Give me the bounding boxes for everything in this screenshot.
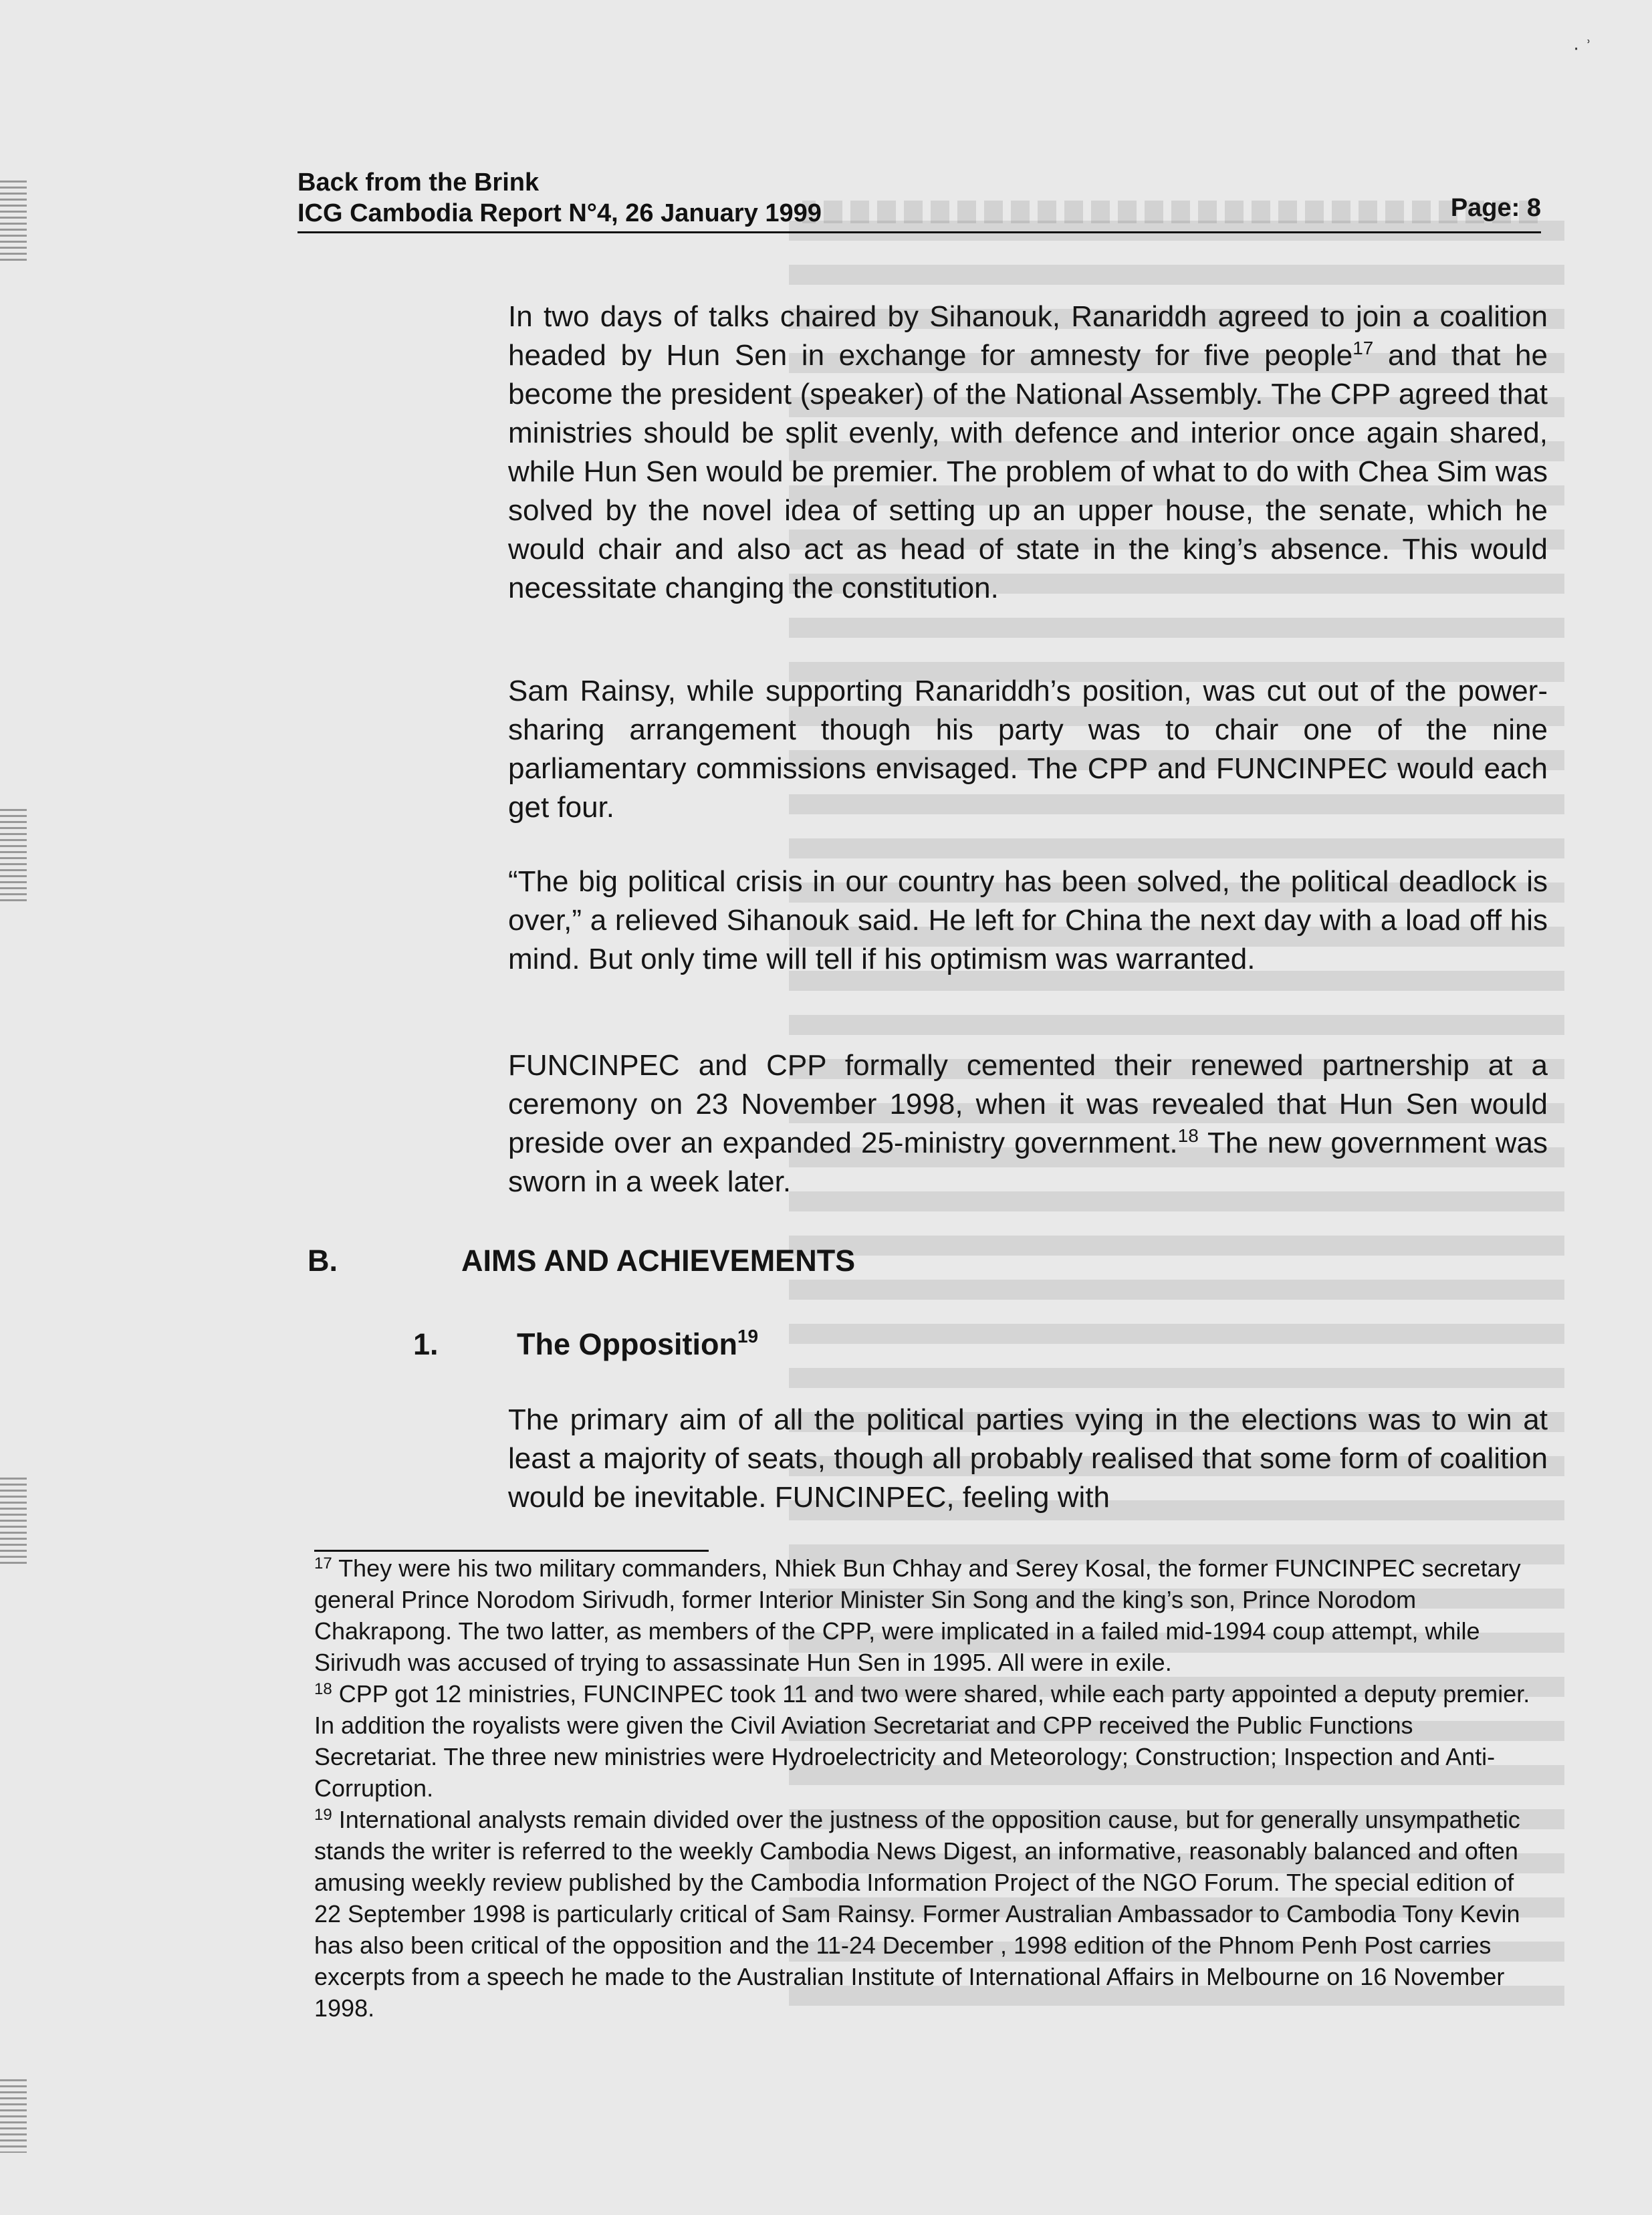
- footnotes: [314, 1552, 1531, 2024]
- page-header: [298, 167, 1541, 229]
- scan-edge-speckle: [0, 2079, 27, 2153]
- footnote-text: International analysts remain divided over the justness of the opposition cause, but for generally unsympathetic stands the writer is referred to the weekly Cambodia News Digest, an informative, reasonably balanced and often amusing weekly review published by the Cambodia Information Project of the NGO Forum. The special edition of 22 September 1998 is particularly critical of Sam Rainsy. Former Australian Ambassador to Cambodia Tony Kevin has also been critical of the opposition and the 11-24 December , 1998 edition of the Phnom Penh Post carries excerpts from a speech he made to the Australian Institute of International Affairs in Melbourne on 16 November 1998.: [314, 1806, 1520, 2022]
- paragraph: [508, 1046, 1548, 1201]
- scan-edge-speckle: [0, 809, 27, 903]
- paragraph: [508, 862, 1548, 979]
- paragraph-text: “The big political crisis in our country has been solved, the political deadlock is over,” a relieved Sihanouk said. He left for China the next day with a load off his mind. But only time will tell if his optimism was warranted.: [508, 865, 1548, 975]
- footnote-text: CPP got 12 ministries, FUNCINPEC took 11 and two were shared, while each party appointed a deputy premier. In addition the royalists were given the Civil Aviation Secretariat and CPP received the Public Functions Secretariat. The three new ministries were Hydroelectricity and Meteorology; Construction; Inspection and Anti-Corruption.: [314, 1680, 1530, 1802]
- page-number: Page: 8: [1450, 194, 1541, 222]
- footnote: [314, 1678, 1531, 1804]
- subsection-heading: [413, 1327, 758, 1362]
- footnote-rule: [314, 1550, 709, 1552]
- scan-edge-speckle: [0, 1478, 27, 1564]
- footnote: [314, 1804, 1531, 2024]
- footnote-text: They were his two military commanders, Nhiek Bun Chhay and Serey Kosal, the former FUNCINPEC secretary general Prince Norodom Sirivudh, former Interior Minister Sin Song and the king’s son, Prince Norodom Chakrapong. The two latter, as members of the CPP, were implicated in a failed mid-1994 coup attempt, while Sirivudh was accused of trying to assassinate Hun Sen in 1995. All were in exile.: [314, 1554, 1521, 1676]
- paragraph: [508, 672, 1548, 827]
- footnote: [314, 1552, 1531, 1678]
- footnote-ref: 18: [1177, 1125, 1199, 1146]
- paragraph-text: FUNCINPEC and CPP formally cemented their renewed partnership at a ceremony on 23 November 1998, when it was revealed that Hun Sen would preside over an expanded 25-ministry government.: [508, 1049, 1548, 1159]
- footnote-ref: 17: [1352, 338, 1374, 358]
- section-heading: [308, 1244, 855, 1278]
- scan-corner-marks: · ʾ: [1572, 37, 1592, 59]
- paragraph-text: In two days of talks chaired by Sihanouk, Ranariddh agreed to join a coalition headed by Hun Sen in exchange for amnesty for five people: [508, 300, 1548, 372]
- report-full-title: ICG Cambodia Report N°4, 26 January 1999: [298, 199, 822, 227]
- section-label: B.: [308, 1244, 338, 1278]
- footnote-ref: 19: [737, 1326, 759, 1347]
- footnote-number: 18: [314, 1680, 332, 1698]
- subsection-label: 1.: [413, 1327, 439, 1361]
- footnote-number: 17: [314, 1554, 332, 1572]
- section-title: AIMS AND ACHIEVEMENTS: [461, 1244, 856, 1278]
- header-rule: [298, 231, 1541, 233]
- paragraph-text: Sam Rainsy, while supporting Ranariddh’s position, was cut out of the power-sharing arrangement though his party was to chair one of the nine parliamentary commissions envisaged. The CPP and FUNCINPEC would each get four.: [508, 675, 1548, 824]
- subsection-title: The Opposition: [517, 1327, 737, 1361]
- paragraph-text: The primary aim of all the political parties vying in the elections was to win at least a majority of seats, though all probably realised that some form of coalition would be inevitable. FUNCINPEC, feeling with: [508, 1403, 1548, 1514]
- paragraph-text: The new government was sworn in a week later.: [508, 1127, 1548, 1198]
- report-short-title: Back from the Brink: [298, 168, 540, 197]
- scan-edge-speckle: [0, 181, 27, 261]
- paragraph: [508, 1401, 1548, 1517]
- footnote-number: 19: [314, 1806, 332, 1824]
- paragraph: [508, 298, 1548, 608]
- paragraph-text: and that he become the president (speaker) of the National Assembly. The CPP agreed that ministries should be split evenly, with defence and interior once again shared, while Hun Sen would be premier. The problem of what to do with Chea Sim was solved by the novel idea of setting up an upper house, the senate, which he would chair and also act as head of state in the king’s absence. This would necessitate changing the constitution.: [508, 339, 1548, 604]
